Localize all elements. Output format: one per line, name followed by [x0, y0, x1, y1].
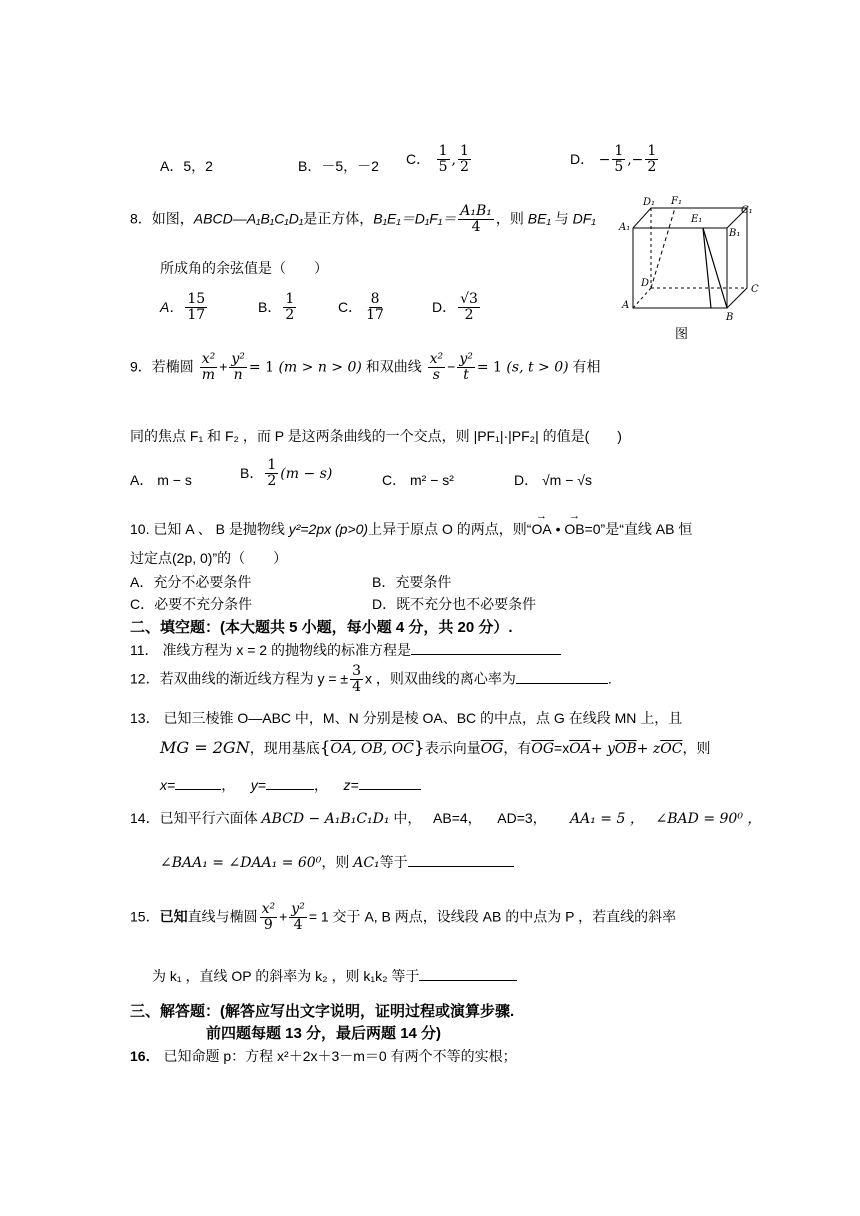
label-B: B: [726, 312, 734, 323]
cube-figure: [615, 192, 765, 344]
label-A1: A₁: [619, 222, 631, 233]
q8-option-a: A． $\frac{15}{17}$: [160, 291, 206, 324]
label-D1: D₁: [643, 197, 656, 208]
q9-option-d: D． √m − √s: [514, 472, 592, 488]
q9-option-b: B． $\frac{1}{2}$ (m − s): [240, 457, 333, 490]
label-F1: F₁: [671, 196, 682, 207]
q10-option-b: B．充要条件: [372, 574, 452, 590]
q11: 11． 准线方程为 x = 2 的抛物线的标准方程是: [130, 640, 561, 660]
q8-option-b: B． $\frac{1}{2}$: [258, 291, 295, 324]
section-3-subtitle: 前四题每题 13 分，最后两题 14 分): [206, 1025, 442, 1042]
q7-option-a: A．5，2: [160, 158, 213, 174]
q14-line2: ∠BAA₁ = ∠DAA₁ = 60⁰，则 AC₁等于: [160, 852, 514, 872]
q10-line1: 10. 已知 A 、 B 是抛物线 y²=2px (p>0)上异于原点 O 的两点，则“→ OA • → OB=0”是“直线 AB 恒: [130, 519, 692, 539]
q9-option-a: A． m − s: [130, 472, 192, 488]
section-2-title: 二、填空题：(本大题共 5 小题，每小题 4 分，共 20 分）.: [130, 619, 513, 636]
q8-option-c: C． $\frac{8}{17}$: [338, 291, 384, 324]
q13-line1: 13． 已知三棱锥 O—ABC 中，M、N 分别是棱 OA、BC 的中点，点 G 在线段 MN 上，且: [130, 710, 683, 726]
q10-option-a: A．充分不必要条件: [130, 574, 252, 590]
label-C: C: [751, 284, 759, 295]
label-C1: C₁: [741, 205, 753, 216]
q7-option-c: C． $\frac{1}{5}$ , $\frac{1}{2}$: [406, 143, 469, 176]
q10-option-d: D．既不充分也不必要条件: [372, 596, 537, 612]
q9-line2: 同的焦点 F₁ 和 F₂ ，而 P 是这两条曲线的一个交点，则 |PF₁|·|PF₂| 的值是( ): [130, 428, 622, 444]
label-D: D: [641, 278, 650, 289]
q14-line1: 14．已知平行六面体 ABCD − A₁B₁C₁D₁ 中， AB=4， AD=3， AA₁ = 5 ， ∠BAD = 90⁰ ，: [130, 810, 762, 827]
q8-line2: 所成角的余弦值是（ ）: [160, 260, 328, 276]
q9-option-c: C． m² − s²: [382, 472, 454, 488]
q16: 16． 已知命题 p：方程 x²＋2x＋3－m＝0 有两个不等的实根；: [130, 1048, 517, 1064]
q15-line1: 15．已知直线与椭圆 $\frac{\text{x²}}{9}$ + $\frac{\text{y²}}{4}$ = 1 交于 A, B 两点，设线段 AB 的中点为 P ，若直线的斜率: [130, 901, 677, 934]
label-B1: B₁: [729, 228, 741, 239]
q8-line1: 8．如图，ABCD—A₁B₁C₁D₁是正方体，B₁E₁＝D₁F₁＝ $\frac{\text{A₁B₁}}{4}$ ，则 BE₁ 与 DF₁: [130, 203, 596, 236]
label-E1: E₁: [691, 214, 703, 225]
label-A: A: [622, 300, 630, 311]
q7-option-b: B．－5，－2: [298, 158, 379, 174]
q12: 12．若双曲线的渐近线方程为 y = ± $\frac{3}{4}$ x ，则双曲线的离心率为 .: [130, 663, 612, 696]
q7-option-d: D． − $\frac{1}{5}$ ,− $\frac{1}{2}$: [570, 143, 657, 176]
section-3-title: 三、解答题：(解答应写出文字说明，证明过程或演算步骤.: [130, 1003, 515, 1020]
q15-line2: 为 k₁ ，直线 OP 的斜率为 k₂ ，则 k₁k₂ 等于: [152, 966, 517, 986]
q10-line2: 过定点(2p, 0)”的（ ）: [130, 550, 288, 566]
q13-line3: x= ， y= ， z=: [160, 775, 421, 795]
q10-option-c: C．必要不充分条件: [130, 596, 253, 612]
q8-option-d: D． $\frac{√3}{2}$: [432, 291, 478, 324]
figure-caption: 图: [675, 326, 689, 341]
q9-line1: 9．若椭圆 $\frac{\text{x²}}{m}$ + $\frac{\text{y²}}{n}$ = 1 (m > n > 0) 和双曲线 $\frac{\text{x²}}{s}$ − $\frac{\text{y²}}{t}$ = 1 (s, t > 0) 有相: [130, 351, 601, 384]
q13-line2: MG = 2GN，现用基底{OA, OB, OC}表示向量$\overline{OG}$，有$\overline{OG}=x\overline{OA}+ y\overline{OB}+ z\overline{OC}$，则: [160, 738, 711, 758]
